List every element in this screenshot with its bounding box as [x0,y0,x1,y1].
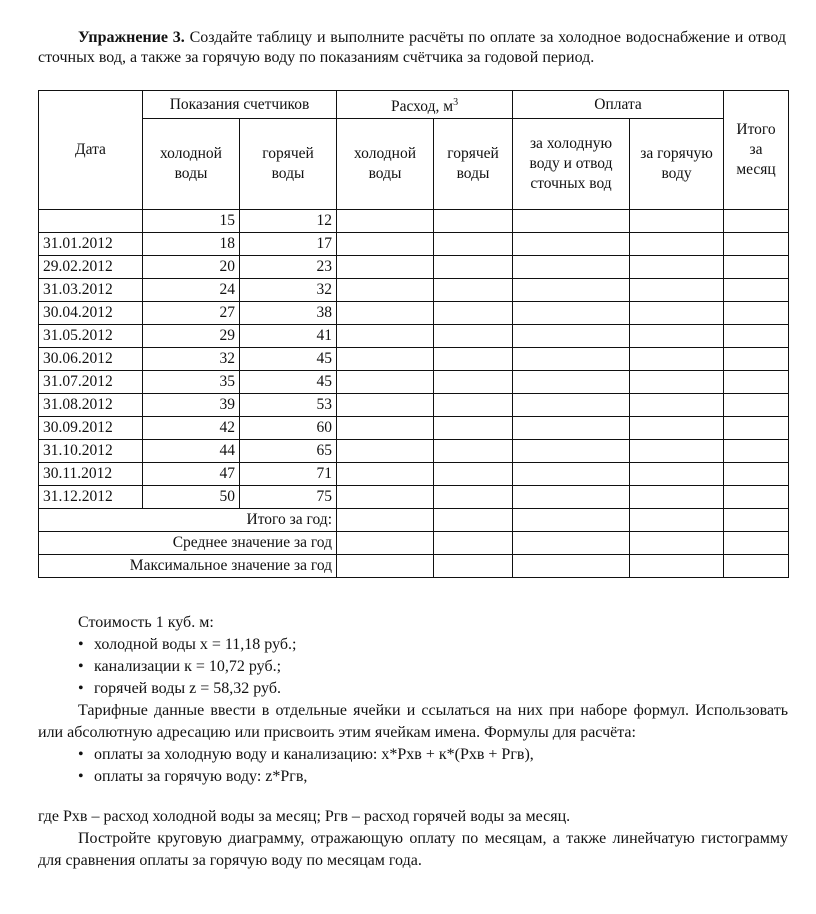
table-row [39,371,789,394]
empty-cell [724,555,789,578]
empty-cell [434,440,513,463]
summary-label: Среднее значение за год [39,532,337,555]
empty-cell [513,233,630,256]
empty-cell [513,555,630,578]
header-pay-cold: за холодную воду и отвод сточных вод [513,119,630,210]
empty-cell [630,348,724,371]
costs-list [38,634,788,700]
empty-cell [434,256,513,279]
costs-title: Стоимость 1 куб. м: [78,614,214,631]
empty-cell [513,302,630,325]
hot-reading-cell: 41 [240,325,337,348]
empty-cell [434,417,513,440]
empty-cell [513,463,630,486]
date-cell: 31.12.2012 [39,486,143,509]
table-row [39,279,789,302]
summary-label: Итого за год: [39,509,337,532]
empty-cell [513,256,630,279]
formula-item: • оплаты за холодную воду и канализацию: x*Pхв + к*(Pхв + Pгв), [78,744,788,766]
cost-item: • канализации к = 10,72 руб.; [78,656,788,678]
empty-cell [337,394,434,417]
cold-reading-cell: 32 [143,348,240,371]
empty-cell [337,417,434,440]
header-pay-hot: за горячую воду [630,119,724,210]
empty-cell [337,233,434,256]
empty-cell [630,371,724,394]
empty-cell [434,302,513,325]
empty-cell [630,233,724,256]
summary-row [39,509,789,532]
hot-reading-cell: 75 [240,486,337,509]
date-cell: 30.04.2012 [39,302,143,325]
formula-legend: где Pхв – расход холодной воды за месяц; Pгв – расход горячей воды за месяц. [38,808,571,825]
table-row [39,256,789,279]
hot-reading-cell: 65 [240,440,337,463]
empty-cell [630,210,724,233]
empty-cell [434,325,513,348]
formula-list [38,744,788,788]
empty-cell [724,371,789,394]
hot-reading-cell: 23 [240,256,337,279]
date-cell: 31.01.2012 [39,233,143,256]
empty-cell [630,486,724,509]
empty-cell [630,394,724,417]
empty-cell [337,463,434,486]
header-usage-sup: 3 [453,96,459,108]
empty-cell [724,233,789,256]
table-row [39,486,789,509]
empty-cell [513,210,630,233]
empty-cell [724,256,789,279]
empty-cell [724,210,789,233]
empty-cell [513,532,630,555]
empty-cell [434,463,513,486]
date-cell: 30.11.2012 [39,463,143,486]
summary-row [39,555,789,578]
payment-table [38,90,789,578]
empty-cell [337,348,434,371]
empty-cell [513,371,630,394]
empty-cell [434,210,513,233]
notes [38,612,788,872]
table-row [39,394,789,417]
date-cell: 29.02.2012 [39,256,143,279]
exercise-intro [38,28,786,68]
hot-reading-cell: 12 [240,210,337,233]
hot-reading-cell: 60 [240,417,337,440]
date-cell [39,210,143,233]
hot-reading-cell: 38 [240,302,337,325]
header-meters: Показания счетчиков [143,91,337,119]
table-row [39,440,789,463]
empty-cell [434,509,513,532]
empty-cell [337,555,434,578]
hot-reading-cell: 45 [240,371,337,394]
cold-reading-cell: 15 [143,210,240,233]
empty-cell [434,348,513,371]
hot-reading-cell: 71 [240,463,337,486]
date-cell: 31.03.2012 [39,279,143,302]
empty-cell [724,394,789,417]
empty-cell [513,279,630,302]
empty-cell [724,440,789,463]
date-cell: 31.10.2012 [39,440,143,463]
table-row [39,417,789,440]
empty-cell [724,463,789,486]
exercise-text: Создайте таблицу и выполните расчёты по оплате за холодное водоснабжение и отвод сточных вод, а также за горячую воду по показаниям счётчика за годовой период. [38,29,786,66]
hot-reading-cell: 17 [240,233,337,256]
cold-reading-cell: 50 [143,486,240,509]
empty-cell [337,371,434,394]
hot-reading-cell: 53 [240,394,337,417]
empty-cell [630,463,724,486]
summary-row [39,532,789,555]
empty-cell [513,440,630,463]
header-usage-label: Расход, м [390,97,454,115]
empty-cell [513,509,630,532]
instructions-paragraph: Тарифные данные ввести в отдельные ячейки и ссылаться на них при наборе формул. Использовать или абсолютную адресацию или присвоить этим ячейкам имена. Формулы для расчёта: [38,702,788,741]
header-usage-cold: холодной воды [337,119,434,210]
empty-cell [630,302,724,325]
cold-reading-cell: 18 [143,233,240,256]
empty-cell [434,394,513,417]
header-usage-hot: горячей воды [434,119,513,210]
table-row [39,325,789,348]
empty-cell [630,555,724,578]
table-row [39,463,789,486]
empty-cell [337,210,434,233]
empty-cell [630,279,724,302]
date-cell: 31.08.2012 [39,394,143,417]
header-total-month: Итого за месяц [724,91,789,210]
date-cell: 31.07.2012 [39,371,143,394]
date-cell: 30.09.2012 [39,417,143,440]
empty-cell [724,486,789,509]
empty-cell [630,325,724,348]
header-meter-cold: холодной воды [143,119,240,210]
table-row [39,302,789,325]
empty-cell [434,532,513,555]
cold-reading-cell: 27 [143,302,240,325]
cold-reading-cell: 35 [143,371,240,394]
empty-cell [724,325,789,348]
empty-cell [337,509,434,532]
table-row [39,233,789,256]
cold-reading-cell: 29 [143,325,240,348]
table-body [39,210,789,578]
empty-cell [724,348,789,371]
empty-cell [337,256,434,279]
empty-cell [337,279,434,302]
chart-task: Постройте круговую диаграмму, отражающую оплату по месяцам, а также линейчатую гистограмму для сравнения оплаты за горячую воду по месяцам года. [38,830,788,869]
empty-cell [724,417,789,440]
date-cell: 31.05.2012 [39,325,143,348]
date-cell: 30.06.2012 [39,348,143,371]
empty-cell [434,233,513,256]
table-row [39,210,789,233]
cold-reading-cell: 47 [143,463,240,486]
header-usage [337,91,513,119]
empty-cell [630,509,724,532]
empty-cell [337,440,434,463]
empty-cell [630,532,724,555]
header-meter-hot: горячей воды [240,119,337,210]
header-date: Дата [39,91,143,210]
hot-reading-cell: 32 [240,279,337,302]
empty-cell [630,256,724,279]
table-row [39,348,789,371]
cold-reading-cell: 44 [143,440,240,463]
empty-cell [513,394,630,417]
empty-cell [337,486,434,509]
cold-reading-cell: 20 [143,256,240,279]
cold-reading-cell: 39 [143,394,240,417]
exercise-label: Упражнение 3. [78,29,185,46]
cold-reading-cell: 42 [143,417,240,440]
empty-cell [337,325,434,348]
empty-cell [434,279,513,302]
empty-cell [630,440,724,463]
empty-cell [337,302,434,325]
empty-cell [434,371,513,394]
cost-item: • холодной воды x = 11,18 руб.; [78,634,788,656]
summary-label: Максимальное значение за год [39,555,337,578]
formula-item: • оплаты за горячую воду: z*Pгв, [78,766,788,788]
empty-cell [630,417,724,440]
empty-cell [724,509,789,532]
cold-reading-cell: 24 [143,279,240,302]
empty-cell [513,348,630,371]
empty-cell [513,417,630,440]
empty-cell [513,325,630,348]
empty-cell [724,279,789,302]
empty-cell [724,532,789,555]
empty-cell [724,302,789,325]
hot-reading-cell: 45 [240,348,337,371]
empty-cell [434,555,513,578]
empty-cell [434,486,513,509]
header-payment: Оплата [513,91,724,119]
empty-cell [337,532,434,555]
empty-cell [513,486,630,509]
cost-item: • горячей воды z = 58,32 руб. [78,678,788,700]
